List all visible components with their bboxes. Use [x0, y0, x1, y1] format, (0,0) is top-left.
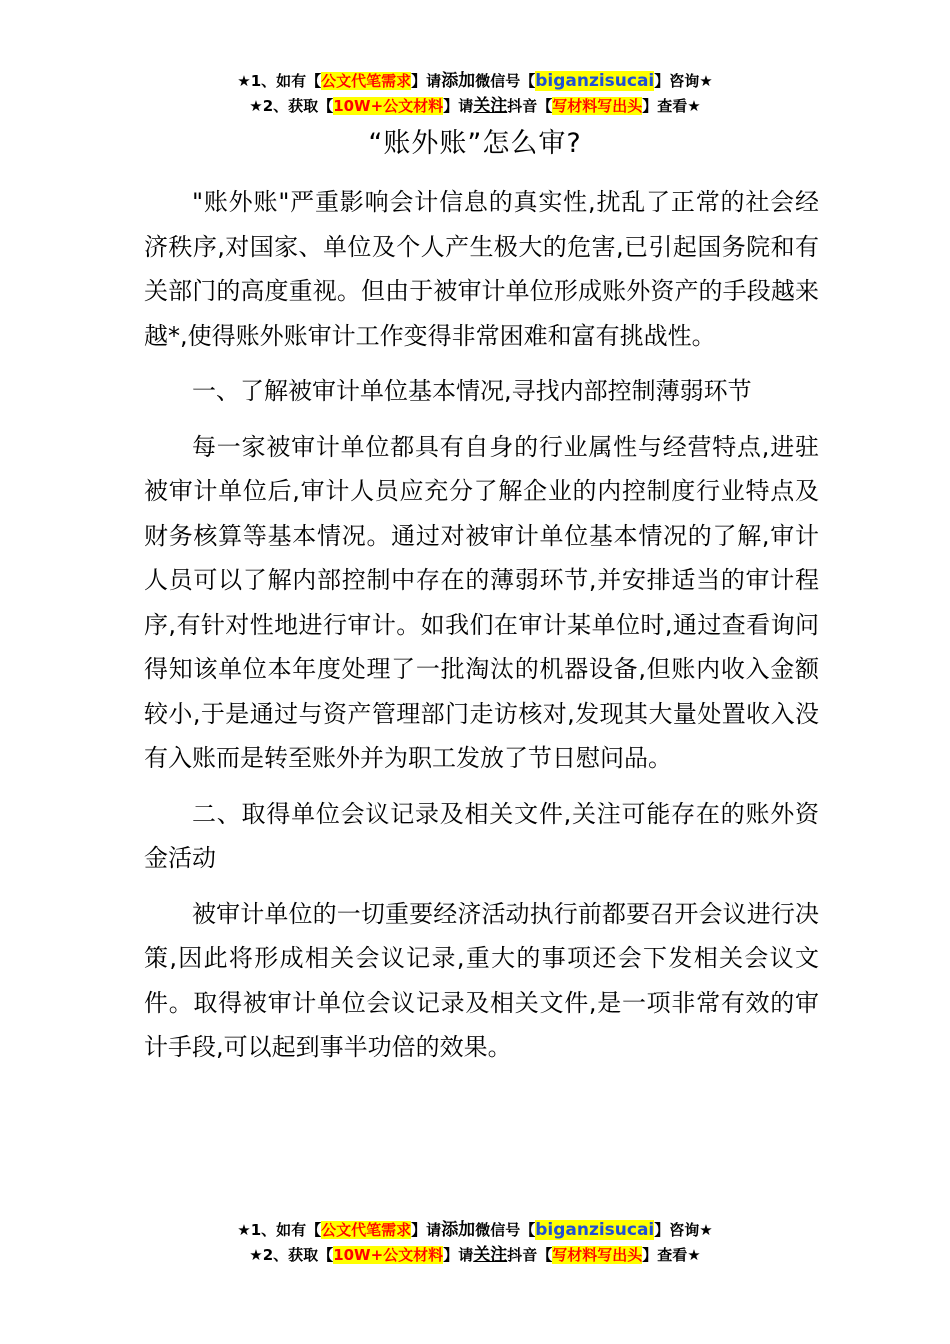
banner-text: 抖音【 — [507, 1246, 553, 1264]
banner-text: 】咨询★ — [654, 1221, 713, 1239]
banner-text: 微信号【 — [475, 1221, 536, 1239]
highlight-service: 公文代笔需求 — [321, 72, 412, 90]
banner-text: ★1、如有【 — [237, 72, 322, 90]
paragraph-intro: "账外账"严重影响会计信息的真实性,扰乱了正常的社会经济秩序,对国家、单位及个人产生极大的危害,已引起国务院和有关部门的高度重视。但由于被审计单位形成账外资产的手段越来越*,使得账外账审计工作变得非常困难和富有挑战性。 — [144, 188, 819, 350]
paragraph-section-1: 每一家被审计单位都具有自身的行业属性与经营特点,进驻被审计单位后,审计人员应充分了解企业的内控制度行业特点及财务核算等基本情况。通过对被审计单位基本情况的了解,审计人员可以了解内部控制中存在的薄弱环节,并安排适当的审计程序,有针对性地进行审计。如我们在审计某单位时,通过查看询问得知该单位本年度处理了一批淘汰的机器设备,但账内收入金额较小,于是通过与资产管理部门走访核对,发现其大量处置收入没有入账而是转至账外并为职工发放了节日慰问品。 — [144, 432, 819, 772]
banner-text: 】咨询★ — [654, 72, 713, 90]
section-heading-2: 二、取得单位会议记录及相关文件,关注可能存在的账外资金活动 — [144, 799, 819, 872]
banner-line-1 — [0, 69, 950, 94]
banner-text: 】查看★ — [642, 97, 701, 115]
banner-emphasis: 关注 — [473, 96, 508, 116]
highlight-materials: 10W+公文材料 — [333, 97, 444, 115]
header-banner — [0, 69, 950, 119]
banner-text: 】请 — [443, 1246, 474, 1264]
banner-text: ★1、如有【 — [237, 1221, 322, 1239]
section-heading-1: 一、了解被审计单位基本情况,寻找内部控制薄弱环节 — [192, 377, 752, 405]
document-title: “账外账”怎么审? — [368, 128, 582, 159]
document-body — [144, 180, 819, 1070]
highlight-douyin-account: 写材料写出头 — [552, 97, 643, 115]
banner-text: 抖音【 — [507, 97, 553, 115]
banner-text: ★2、获取【 — [249, 1246, 334, 1264]
highlight-wechat-id: biganzisucai — [535, 1220, 655, 1240]
highlight-wechat-id: biganzisucai — [535, 71, 655, 91]
footer-banner — [0, 1218, 950, 1268]
banner-line-2 — [0, 1243, 950, 1268]
banner-text: 】请 — [443, 97, 474, 115]
highlight-service: 公文代笔需求 — [321, 1221, 412, 1239]
banner-text: 微信号【 — [475, 72, 536, 90]
banner-text: ★2、获取【 — [249, 97, 334, 115]
banner-line-2 — [0, 94, 950, 119]
banner-emphasis: 关注 — [473, 1245, 508, 1265]
banner-emphasis: 添加 — [441, 71, 476, 91]
highlight-materials: 10W+公文材料 — [333, 1246, 444, 1264]
banner-text: 】查看★ — [642, 1246, 701, 1264]
highlight-douyin-account: 写材料写出头 — [552, 1246, 643, 1264]
banner-line-1 — [0, 1218, 950, 1243]
banner-text: 】请 — [411, 72, 442, 90]
banner-text: 】请 — [411, 1221, 442, 1239]
banner-emphasis: 添加 — [441, 1220, 476, 1240]
paragraph-section-2: 被审计单位的一切重要经济活动执行前都要召开会议进行决策,因此将形成相关会议记录,重大的事项还会下发相关会议文件。取得被审计单位会议记录及相关文件,是一项非常有效的审计手段,可以起到事半功倍的效果。 — [144, 899, 819, 1061]
